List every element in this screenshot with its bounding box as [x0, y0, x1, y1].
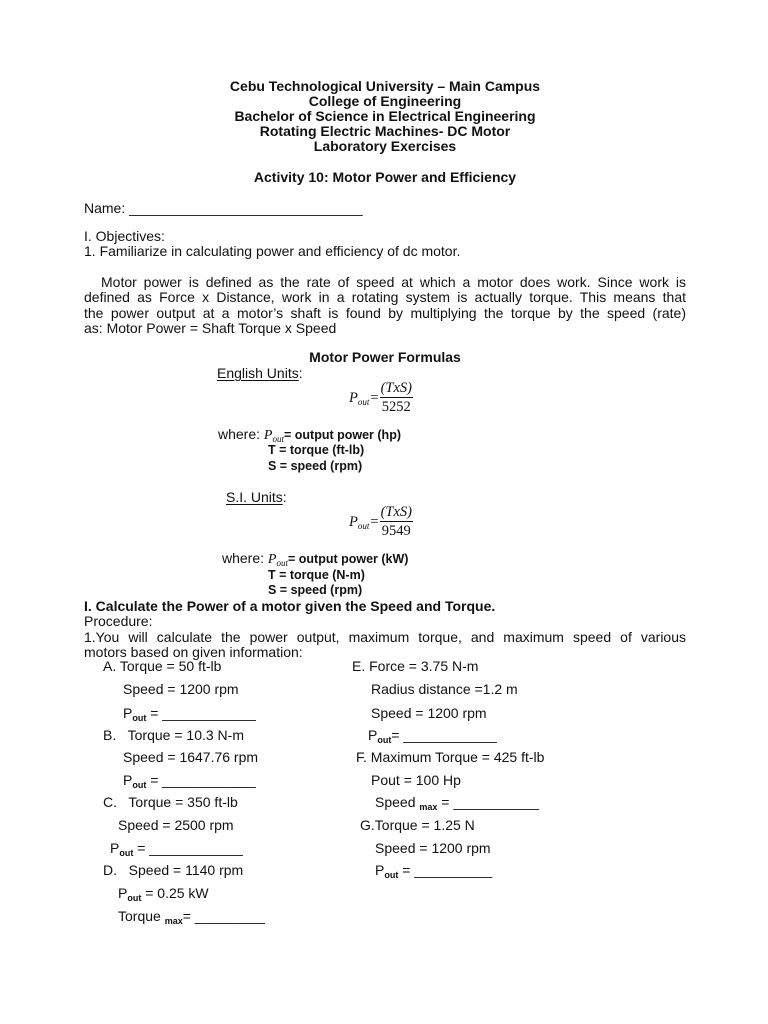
si-units-text: S.I. Units — [226, 489, 283, 505]
problem-e-force: E. Force = 3.75 N-m — [352, 658, 479, 674]
problem-a-speed: Speed = 1200 rpm — [123, 681, 239, 697]
formulas-title: Motor Power Formulas — [309, 349, 461, 365]
formula-fraction — [380, 504, 413, 539]
university-name: Cebu Technological University – Main Campus — [229, 78, 541, 94]
where-symbol: $P_{out}$ — [267, 552, 288, 568]
formula-numerator: (TxS) — [380, 504, 412, 520]
problem-a-torque: A. Torque = 50 ft-lb — [103, 658, 222, 674]
formula-symbol: $P_{out}$ — [349, 513, 370, 531]
objective-item: 1. Familiarize in calculating power and efficiency of dc motor. — [84, 243, 461, 259]
intro-line: the power output at a motor’s shaft is found by multiplying the torque by the speed (rate) — [84, 305, 686, 321]
english-units-label — [217, 365, 303, 381]
formula-fraction — [380, 380, 413, 415]
english-units-text: English Units — [217, 365, 299, 381]
problem-c-output-power: $P_{out}$ = ____________ — [110, 840, 243, 858]
problem-e-radius: Radius distance =1.2 m — [371, 681, 518, 697]
formula-denominator: 9549 — [381, 523, 411, 539]
si-units-colon: : — [282, 489, 287, 505]
problem-f-output-power: Pout = 100 Hp — [371, 772, 461, 788]
problem-g-output-power: $P_{out}$ = __________ — [375, 862, 493, 880]
section-heading: I. Calculate the Power of a motor given the Speed and Torque. — [84, 598, 496, 614]
english-units-colon: : — [298, 365, 303, 381]
problem-g-speed: Speed = 1200 rpm — [375, 840, 491, 856]
si-torque-definition: T = torque (N-m) — [268, 568, 365, 582]
problem-e-output-power: $P_{out}=$ ____________ — [368, 727, 497, 745]
problem-e-speed: Speed = 1200 rpm — [371, 705, 487, 721]
where-label: where: — [218, 426, 261, 442]
formula-equals: = — [370, 513, 379, 530]
problem-b-speed: Speed = 1647.76 rpm — [123, 749, 259, 765]
si-speed-definition: S = speed (rpm) — [268, 583, 363, 597]
problem-b-torque: B. Torque = 10.3 N-m — [103, 727, 244, 743]
instruction-line: 1.You will calculate the power output, maximum torque, and maximum speed of various — [84, 629, 686, 645]
si-power-formula — [349, 504, 413, 539]
english-power-formula — [349, 380, 413, 415]
course-name: Rotating Electric Machines- DC Motor — [259, 123, 511, 139]
document-type: Laboratory Exercises — [313, 138, 457, 154]
activity-title: Activity 10: Motor Power and Efficiency — [253, 169, 517, 185]
problem-c-speed: Speed = 2500 rpm — [118, 817, 234, 833]
formula-denominator: 5252 — [381, 399, 411, 415]
problem-c-torque: C. Torque = 350 ft-lb — [103, 794, 238, 810]
intro-line: defined as Force x Distance, work in a rotating system is actually torque. This means that — [84, 289, 686, 305]
problem-b-output-power: $P_{out}$ = ____________ — [123, 772, 256, 790]
where-label: where: — [222, 550, 265, 566]
objectives-heading: I. Objectives: — [84, 228, 165, 244]
where-symbol: $P_{out}$ — [263, 428, 284, 444]
problem-f-max-speed: Speed $_{max}$ = ___________ — [375, 794, 539, 812]
problem-d-max-torque: Torque $_{max}$= _________ — [118, 908, 265, 926]
problem-a-output-power: $P_{out}$ = ____________ — [123, 705, 256, 723]
college-name: College of Engineering — [308, 93, 462, 109]
name-blank: ______________________________ — [129, 200, 363, 216]
problem-f-max-torque: F. Maximum Torque = 425 ft-lb — [356, 749, 545, 765]
english-torque-definition: T = torque (ft-lb) — [268, 443, 365, 457]
problem-d-output-power: $P_{out} = 0.25$ kW — [118, 885, 209, 903]
si-where-line — [222, 550, 408, 568]
intro-line: as: Motor Power = Shaft Torque x Speed — [84, 320, 337, 336]
english-speed-definition: S = speed (rpm) — [268, 459, 363, 473]
program-name: Bachelor of Science in Electrical Engineering — [234, 108, 536, 124]
name-label: Name: — [84, 200, 126, 216]
instruction-line: motors based on given information: — [84, 644, 303, 660]
intro-line: Motor power is defined as the rate of speed at which a motor does work. Since work is — [101, 274, 686, 290]
formula-equals: = — [370, 389, 379, 406]
problem-g-torque: G.Torque = 1.25 N — [360, 817, 475, 833]
where-definition: = output power (kW) — [288, 552, 409, 566]
problem-d-speed: D. Speed = 1140 rpm — [103, 862, 244, 878]
name-field — [84, 200, 363, 216]
procedure-label: Procedure: — [84, 613, 153, 629]
formula-numerator: (TxS) — [380, 380, 412, 396]
formula-symbol: $P_{out}$ — [349, 389, 370, 407]
si-units-label — [226, 489, 287, 505]
where-definition: = output power (hp) — [284, 428, 401, 442]
